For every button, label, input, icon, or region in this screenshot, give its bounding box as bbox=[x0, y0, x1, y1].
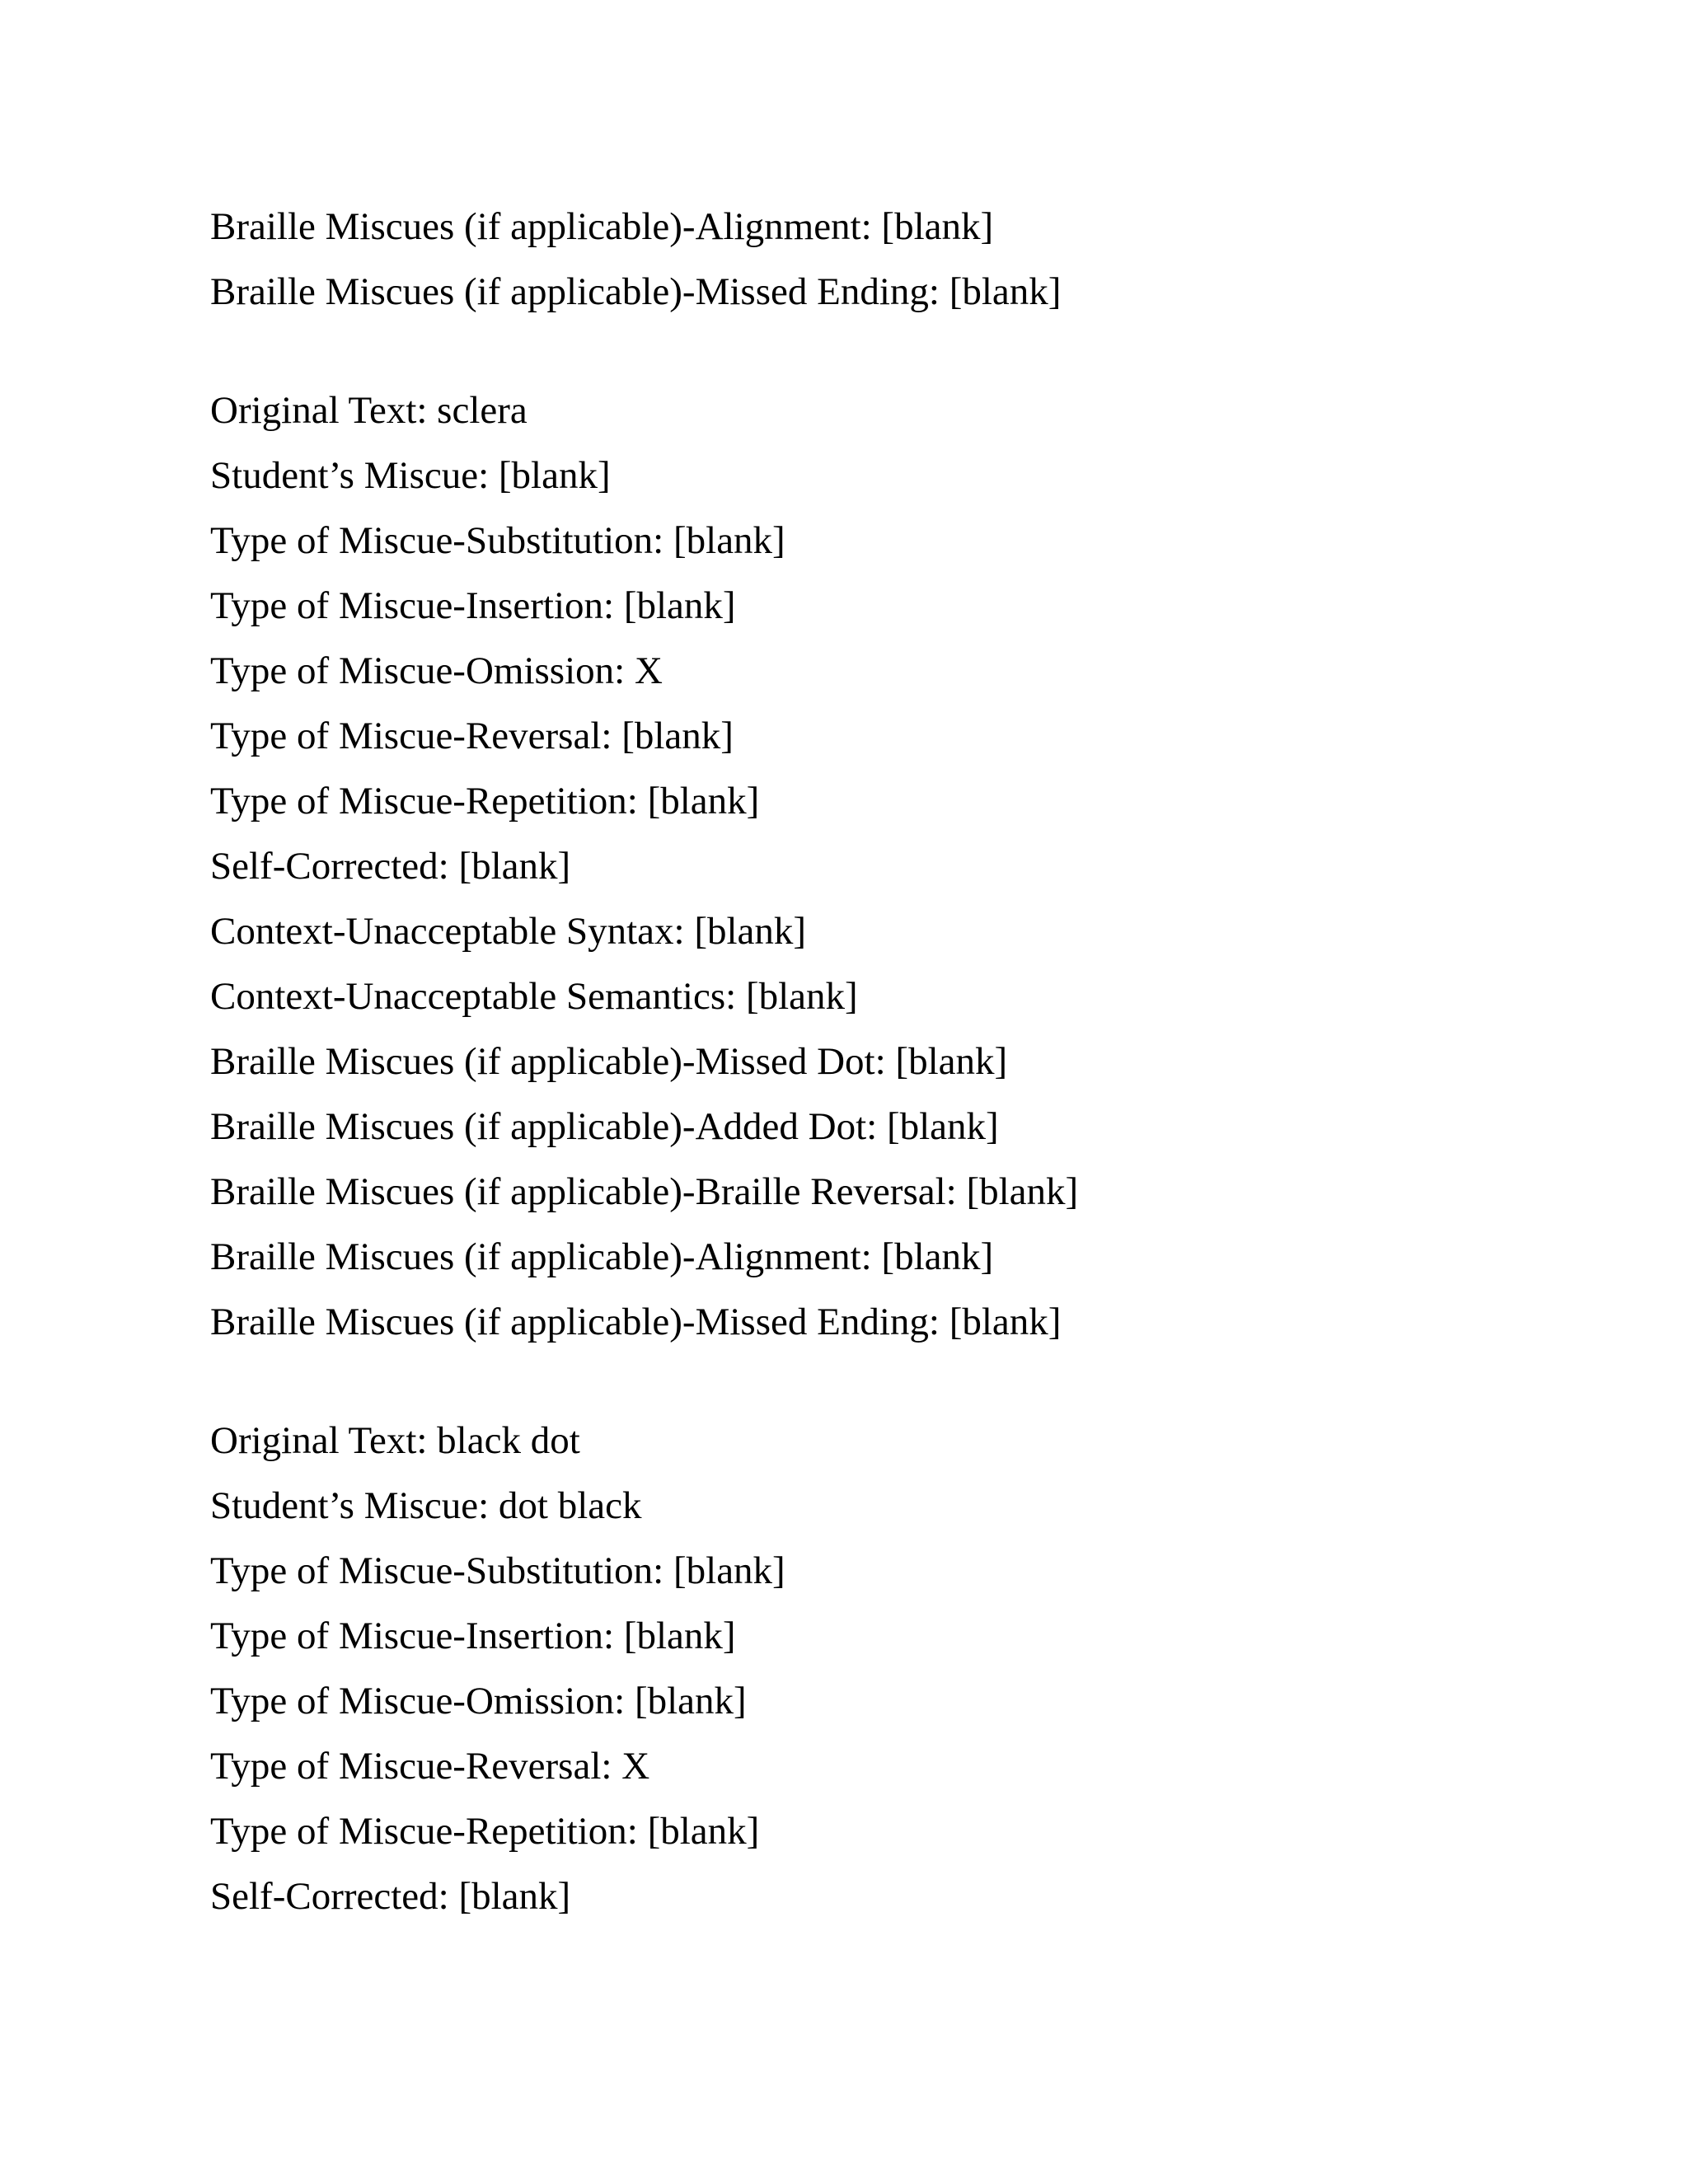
field-self-corrected: Self-Corrected: [blank] bbox=[210, 1875, 571, 1918]
field-unacceptable-syntax: Context-Unacceptable Syntax: [blank] bbox=[210, 910, 807, 953]
field-braille-alignment: Braille Miscues (if applicable)-Alignment: [blank] bbox=[210, 205, 994, 248]
field-student-miscue: Student’s Miscue: dot black bbox=[210, 1484, 642, 1527]
field-substitution: Type of Miscue-Substitution: [blank] bbox=[210, 519, 785, 562]
field-reversal: Type of Miscue-Reversal: X bbox=[210, 1745, 650, 1788]
field-insertion: Type of Miscue-Insertion: [blank] bbox=[210, 584, 736, 627]
document-content bbox=[210, 194, 1529, 1929]
field-reversal: Type of Miscue-Reversal: [blank] bbox=[210, 715, 734, 757]
field-braille-missed-ending: Braille Miscues (if applicable)-Missed Ending: [blank] bbox=[210, 270, 1062, 313]
field-original-text: Original Text: sclera bbox=[210, 389, 528, 432]
field-omission: Type of Miscue-Omission: X bbox=[210, 649, 663, 692]
miscue-entry-black-dot bbox=[210, 1408, 1529, 1929]
field-substitution: Type of Miscue-Substitution: [blank] bbox=[210, 1549, 785, 1592]
field-repetition: Type of Miscue-Repetition: [blank] bbox=[210, 780, 760, 823]
field-student-miscue: Student’s Miscue: [blank] bbox=[210, 454, 611, 497]
field-braille-missed-dot: Braille Miscues (if applicable)-Missed Dot: [blank] bbox=[210, 1040, 1008, 1083]
miscue-entry-continued bbox=[210, 194, 1529, 325]
field-repetition: Type of Miscue-Repetition: [blank] bbox=[210, 1810, 760, 1853]
field-self-corrected: Self-Corrected: [blank] bbox=[210, 845, 571, 888]
field-original-text: Original Text: black dot bbox=[210, 1419, 580, 1462]
field-unacceptable-semantics: Context-Unacceptable Semantics: [blank] bbox=[210, 975, 858, 1018]
field-braille-missed-ending: Braille Miscues (if applicable)-Missed Ending: [blank] bbox=[210, 1301, 1062, 1343]
field-braille-reversal: Braille Miscues (if applicable)-Braille Reversal: [blank] bbox=[210, 1170, 1079, 1213]
field-braille-added-dot: Braille Miscues (if applicable)-Added Dot: [blank] bbox=[210, 1105, 999, 1148]
field-insertion: Type of Miscue-Insertion: [blank] bbox=[210, 1615, 736, 1657]
miscue-entry-sclera bbox=[210, 378, 1529, 1355]
field-braille-alignment: Braille Miscues (if applicable)-Alignment: [blank] bbox=[210, 1235, 994, 1278]
field-omission: Type of Miscue-Omission: [blank] bbox=[210, 1680, 747, 1722]
